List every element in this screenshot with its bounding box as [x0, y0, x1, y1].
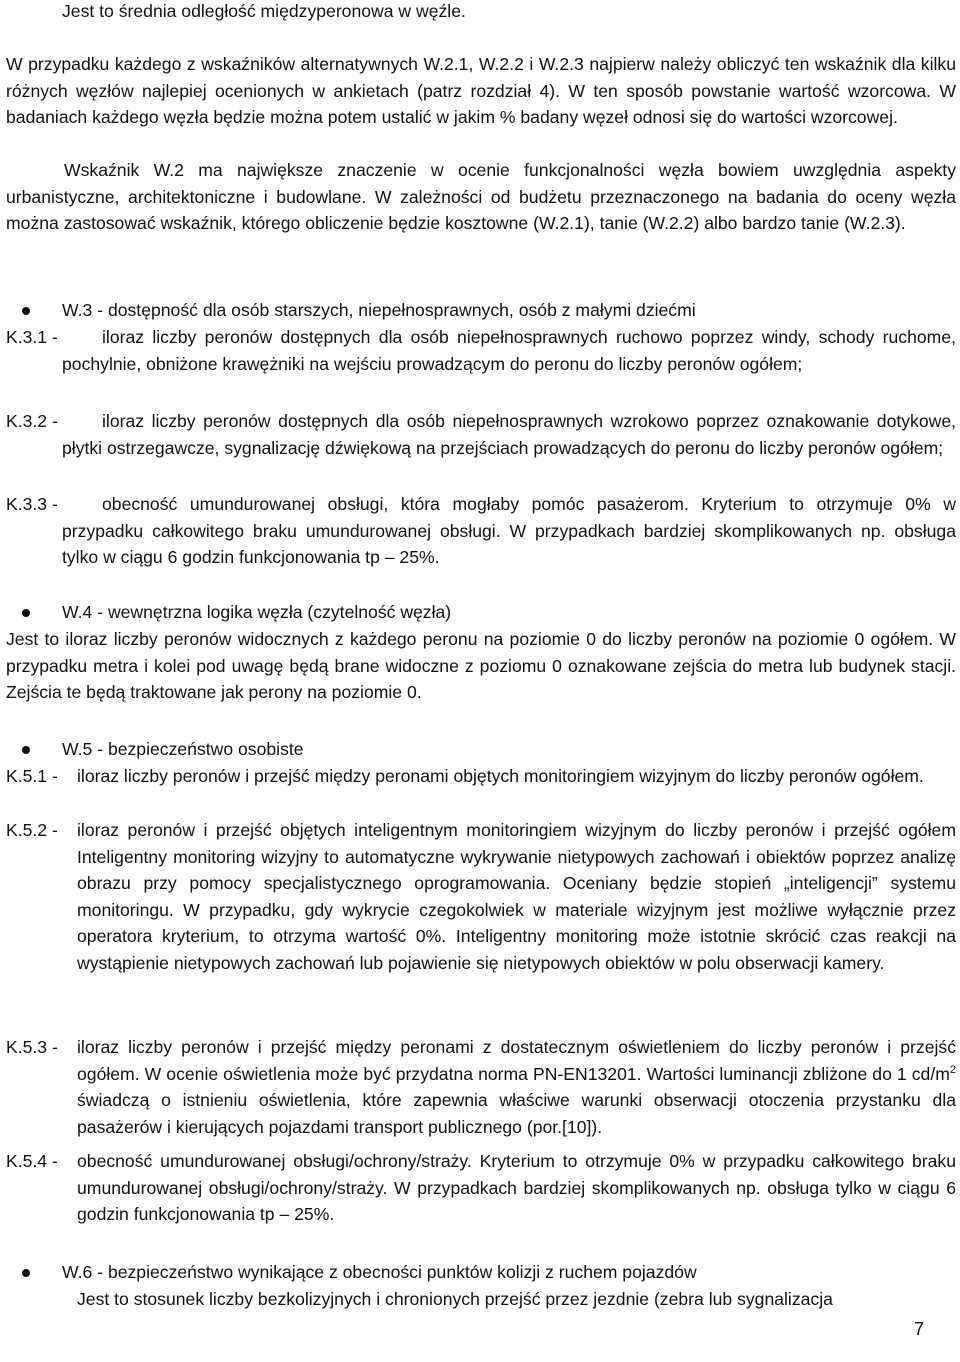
- item-label-k54: K.5.4 -: [6, 1151, 58, 1171]
- section-heading-w4: W.4 - wewnętrzna logika węzła (czytelność węzła): [62, 602, 452, 622]
- item-text-k31: iloraz liczby peronów dostępnych dla osób niepełnosprawnych ruchowo poprzez windy, schody ruchome, pochylnie, obniżone krawężniki na wejściu prowadzącym do peronu do liczby peronów ogółem;: [62, 327, 956, 374]
- page-number: 7: [913, 1319, 924, 1339]
- item-label-k31: K.3.1 -: [6, 327, 58, 347]
- section-heading-w6: W.6 - bezpieczeństwo wynikające z obecności punktów kolizji z ruchem pojazdów: [62, 1262, 697, 1282]
- item-text-k33: obecność umundurowanej obsługi, która mogłaby pomóc pasażerom. Kryterium to otrzymuje 0% w przypadku całkowitego braku umundurowanej obsługi. W przypadkach bardziej skomplikowanych np. obsługa tylko w ciągu 6 godzin funkcjonowania tp – 25%.: [62, 494, 956, 567]
- item-text-k51: iloraz liczby peronów i przejść między peronami objętych monitoringiem wizyjnym do liczby peronów ogółem.: [77, 766, 924, 786]
- superscript: 2: [949, 1063, 956, 1076]
- item-label-k52: K.5.2 -: [6, 820, 58, 840]
- paragraph-w2-method: W przypadku każdego z wskaźników alternatywnych W.2.1, W.2.2 i W.2.3 najpierw należy obliczyć ten wskaźnik dla kilku różnych węzłów najlepiej ocenionych w ankietach (patrz rozdział 4). W ten sposób powstanie wartość wzorcowa. W badaniach każdego węzła będzie można potem ustalić w jakim % badany węzeł odnosi się do wartości wzorcowej.: [6, 54, 956, 127]
- bullet-icon: [22, 609, 30, 617]
- bullet-icon: [22, 1269, 30, 1277]
- item-text-k53: [77, 1034, 956, 1140]
- paragraph-w2-note: Wskaźnik W.2 ma największe znaczenie w ocenie funkcjonalności węzła bowiem uwzględnia aspekty urbanistyczne, architektoniczne i budowlane. W zależności od budżetu przeznaczonego na badania do oceny węzła można zastosować wskaźnik, którego obliczenie będzie kosztowne (W.2.1), tanie (W.2.2) albo bardzo tanie (W.2.3).: [6, 160, 956, 233]
- intro-line: Jest to średnia odległość międzyperonowa w węźle.: [62, 1, 466, 21]
- item-text-k32: iloraz liczby peronów dostępnych dla osób niepełnosprawnych wzrokowo poprzez oznakowanie dotykowe, płytki ostrzegawcze, sygnalizację dźwiękową na przejściach prowadzących do peronu do liczby peronów ogółem;: [62, 411, 956, 458]
- paragraph-w6: Jest to stosunek liczby bezkolizyjnych i chronionych przejść przez jezdnie (zebra lub sygnalizacja: [77, 1289, 833, 1309]
- bullet-icon: [22, 746, 30, 754]
- item-label-k51: K.5.1 -: [6, 766, 58, 786]
- item-text-k53-part-a: iloraz liczby peronów i przejść między peronami z dostatecznym oświetleniem do liczby peronów i przejść ogółem. W ocenie oświetlenia może być przydatna norma PN-EN13201. Wartości luminancji zbliżone do 1 cd/m: [77, 1037, 956, 1084]
- item-text-k52: iloraz peronów i przejść objętych inteligentnym monitoringiem wizyjnym do liczby peronów i przejść ogółem Inteligentny monitoring wizyjny to automatyczne wykrywanie nietypowych zachowań i obiektów poprzez analizę obrazu przy pomocy specjalistycznego oprogramowania. Oceniany będzie stopień „inteligencji” systemu monitoringu. W przypadku, gdy wykrycie czegokolwiek w materiale wizyjnym jest możliwe wyłącznie przez operatora kryterium, to otrzyma wartość 0%. Inteligentny monitoring może istotnie skrócić czas reakcji na wystąpienie nietypowych zachowań lub pojawienie się nietypowych obiektów w polu obserwacji kamery.: [77, 820, 956, 973]
- item-label-k33: K.3.3 -: [6, 494, 58, 514]
- paragraph-w4: Jest to iloraz liczby peronów widocznych z każdego peronu na poziomie 0 do liczby peronów na poziomie 0 ogółem. W przypadku metra i kolei pod uwagę będą brane widoczne z poziomu 0 oznakowane zejścia do metra lub budynek stacji. Zejścia te będą traktowane jak perony na poziomie 0.: [6, 629, 956, 702]
- item-text-k54: obecność umundurowanej obsługi/ochrony/straży. Kryterium to otrzymuje 0% w przypadku całkowitego braku umundurowanej obsługi/ochrony/straży. W przypadkach bardziej skomplikowanych np. obsługa tylko w ciągu 6 godzin funkcjonowania tp – 25%.: [77, 1151, 956, 1224]
- section-heading-w5: W.5 - bezpieczeństwo osobiste: [62, 739, 304, 759]
- item-text-k53-part-b: świadczą o istnieniu oświetlenia, które zapewnia właściwe warunki obserwacji otoczenia przystanku dla pasażerów i kierujących pojazdami transport publicznego (por.[10]).: [77, 1090, 956, 1137]
- item-label-k32: K.3.2 -: [6, 411, 58, 431]
- bullet-icon: [22, 307, 30, 315]
- section-heading-w3: W.3 - dostępność dla osób starszych, niepełnosprawnych, osób z małymi dziećmi: [62, 300, 696, 320]
- item-label-k53: K.5.3 -: [6, 1037, 58, 1057]
